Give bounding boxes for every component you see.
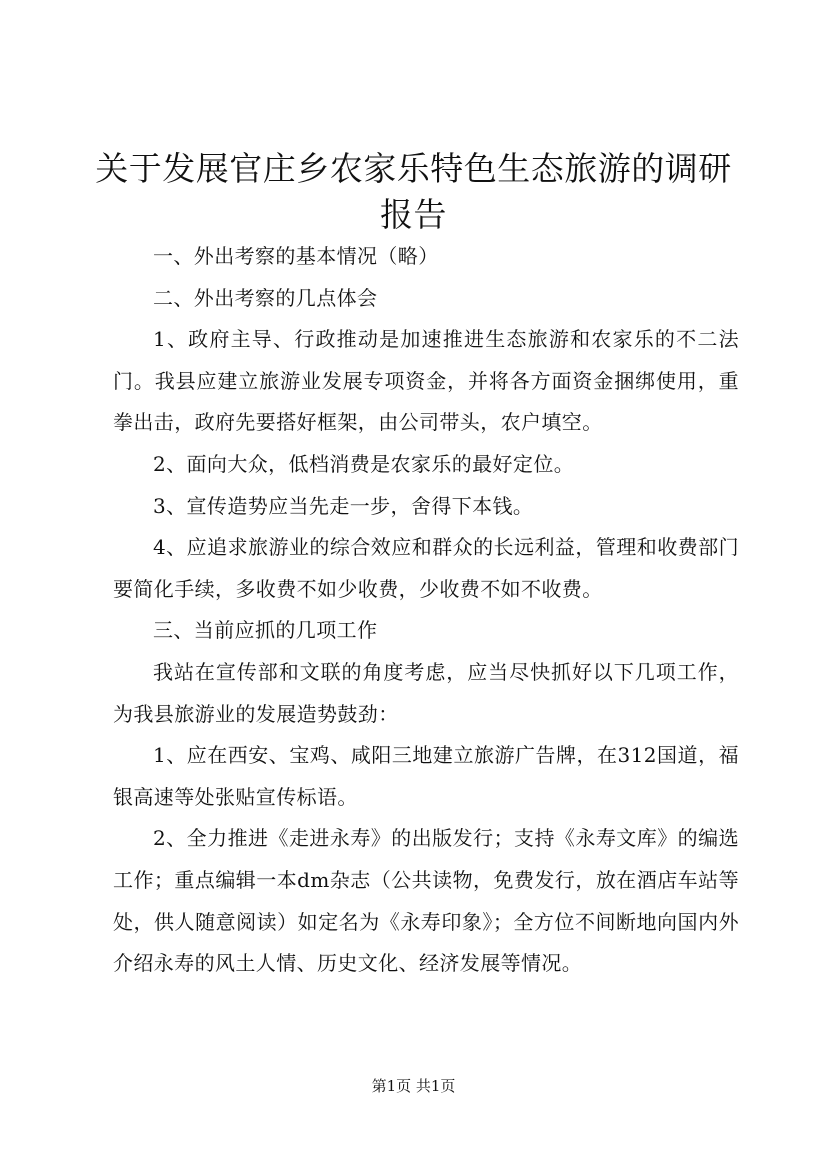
paragraph-5: 我站在宣传部和文联的角度考虑，应当尽快抓好以下几项工作，为我县旅游业的发展造势鼓劲： [113,659,739,726]
section-heading-2: 二、外出考察的几点体会 [153,285,378,310]
page-footer: 第1页 共1页 [371,1077,456,1095]
section-heading-1: 一、外出考察的基本情况（略） [153,244,439,268]
paragraph-4: 4、应追求旅游业的综合效应和群众的长远利益，管理和收费部门要简化手续，多收费不如少收费，少收费不如不收费。 [113,535,739,601]
document-body [113,236,739,985]
section-heading-3: 三、当前应抓的几项工作 [153,618,378,643]
document-title: 关于发展官庄乡农家乐特色生态旅游的调研报告 [95,149,732,234]
paragraph-1: 1、政府主导、行政推动是加速推进生态旅游和农家乐的不二法门。我县应建立旅游业发展专项资金，并将各方面资金捆绑使用，重拳出击，政府先要搭好框架，由公司带头，农户填空。 [113,327,739,435]
paragraph-6: 1、应在西安、宝鸡、咸阳三地建立旅游广告牌，在312国道，福银高速等处张贴宣传标语。 [113,743,739,809]
paragraph-3: 3、宣传造势应当先走一步，舍得下本钱。 [153,493,534,518]
paragraph-7: 2、全力推进《走进永寿》的出版发行；支持《永寿文库》的编选工作；重点编辑一本dm杂志（公共读物，免费发行，放在酒店车站等处，供人随意阅读）如定名为《永寿印象》；全方位不间断地向国内外介绍永寿的风土人情、历史文化、经济发展等情况。 [113,826,739,976]
paragraph-2: 2、面向大众，低档消费是农家乐的最好定位。 [153,451,575,476]
